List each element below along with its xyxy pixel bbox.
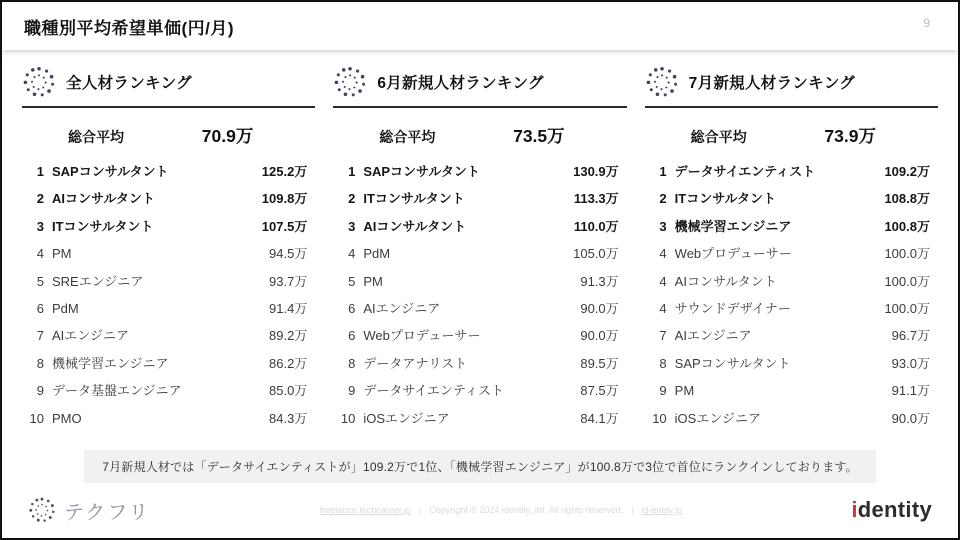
column-title: 全人材ランキング [66, 74, 192, 92]
ranking-row [645, 298, 938, 325]
techfree-brand-name: テクフリ [64, 501, 151, 524]
job-name: AIエンジニア [674, 328, 752, 344]
ranking-row [22, 408, 315, 435]
rate-value: 91.1万 [891, 383, 930, 399]
column-header [22, 64, 315, 108]
rank-number: 2 [36, 191, 44, 207]
rank-number: 2 [659, 191, 667, 207]
rate-value: 100.0万 [884, 246, 930, 262]
job-name: SAPコンサルタント [363, 164, 480, 179]
job-name: AIエンジニア [363, 300, 441, 316]
job-name: データサイエンティスト [674, 164, 816, 179]
ranking-row [333, 161, 626, 188]
ranking-row [22, 188, 315, 215]
rate-value: 130.9万 [573, 164, 619, 179]
ranking-row [333, 216, 626, 243]
average-value: 73.5万 [513, 126, 565, 146]
ranking-row [333, 243, 626, 270]
job-name: ITコンサルタント [363, 191, 465, 207]
ranking-row [333, 271, 626, 298]
ranking-row [22, 353, 315, 380]
rate-value: 125.2万 [261, 164, 308, 179]
ranking-row [22, 298, 315, 325]
rank-number: 5 [36, 273, 44, 289]
job-name: データ基盤エンジニア [52, 383, 182, 399]
rate-value: 105.0万 [573, 246, 619, 262]
rate-value: 89.2万 [269, 328, 308, 344]
rate-value: 100.0万 [884, 300, 930, 316]
identity-logo [851, 497, 932, 523]
rate-value: 93.0万 [891, 355, 930, 371]
average-label: 総合平均 [68, 129, 124, 145]
footer-links [150, 505, 851, 515]
average-value: 70.9万 [201, 126, 254, 146]
ranking-column-june [333, 64, 626, 435]
job-name: SAPコンサルタント [674, 355, 791, 371]
rate-value: 109.8万 [261, 191, 308, 207]
rank-number: 8 [348, 355, 356, 371]
ranking-row [645, 243, 938, 270]
rank-number: 9 [348, 383, 356, 399]
job-name: AIコンサルタント [674, 273, 777, 289]
ranking-row [333, 325, 626, 352]
dotted-circle-logo-icon [22, 65, 56, 99]
average-row [333, 123, 626, 149]
rate-value: 107.5万 [261, 218, 308, 234]
dotted-circle-logo-icon [645, 65, 679, 99]
job-name: PM [674, 383, 695, 399]
job-name: AIエンジニア [52, 328, 129, 344]
average-label: 総合平均 [379, 129, 436, 145]
ranking-row [645, 271, 938, 298]
rate-value: 94.5万 [269, 246, 308, 262]
column-header [333, 64, 626, 108]
summary-note: 7月新規人材では「データサイエンティストが」109.2万で1位、「機械学習エンジニア」が100.8万で3位で首位にランクインしております。 [84, 450, 876, 483]
job-name: iOSエンジニア [363, 410, 450, 426]
identity-link[interactable]: id-entity.jp [641, 505, 682, 515]
page-number: 9 [923, 16, 930, 30]
job-name: SAPコンサルタント [52, 164, 169, 179]
slide-header [2, 2, 958, 50]
job-name: Webプロデューサー [674, 246, 792, 262]
rank-number: 4 [659, 246, 667, 262]
ranking-row [333, 188, 626, 215]
job-name: データサイエンティスト [363, 383, 504, 399]
rank-number: 4 [659, 273, 667, 289]
ranking-row [333, 353, 626, 380]
average-label: 総合平均 [690, 129, 747, 145]
rank-number: 1 [348, 164, 356, 179]
ranking-row [22, 325, 315, 352]
job-name: ITコンサルタント [52, 218, 154, 234]
rank-number: 2 [348, 191, 356, 207]
ranking-row [22, 380, 315, 407]
rank-number: 8 [659, 355, 667, 371]
rate-value: 90.0万 [580, 300, 619, 316]
rank-number: 10 [652, 410, 667, 426]
rate-value: 85.0万 [269, 383, 308, 399]
ranking-row [645, 188, 938, 215]
rank-number: 3 [659, 218, 667, 234]
ranking-list [22, 161, 315, 435]
ranking-list [645, 161, 938, 435]
ranking-row [645, 216, 938, 243]
job-name: 機械学習エンジニア [52, 355, 169, 371]
rate-value: 93.7万 [269, 273, 308, 289]
ranking-row [22, 271, 315, 298]
job-name: サウンドデザイナー [674, 300, 791, 316]
job-name: SREエンジニア [52, 273, 144, 289]
ranking-row [333, 380, 626, 407]
dotted-circle-logo-icon [28, 496, 56, 524]
footer-separator: | [631, 505, 634, 515]
job-name: PMO [52, 410, 82, 426]
dotted-circle-logo-icon [333, 65, 367, 99]
ranking-columns [2, 50, 958, 435]
identity-logo-i: i [851, 497, 858, 522]
job-name: PdM [363, 246, 391, 262]
rate-value: 91.3万 [580, 273, 619, 289]
job-name: PdM [52, 300, 79, 316]
job-name: ITコンサルタント [674, 191, 777, 207]
rate-value: 108.8万 [884, 191, 930, 207]
job-name: 機械学習エンジニア [674, 218, 792, 234]
rank-number: 1 [36, 164, 44, 179]
rate-value: 100.0万 [884, 273, 930, 289]
techcareer-link[interactable]: freelance.techcareer.jp [319, 505, 411, 515]
ranking-row [22, 243, 315, 270]
job-name: Webプロデューサー [363, 328, 481, 344]
rank-number: 5 [348, 273, 356, 289]
rank-number: 9 [36, 383, 44, 399]
rank-number: 6 [348, 328, 356, 344]
job-name: AIコンサルタント [52, 191, 155, 207]
rate-value: 87.5万 [580, 383, 619, 399]
rank-number: 3 [348, 218, 356, 234]
ranking-row [22, 161, 315, 188]
identity-logo-rest: dentity [857, 497, 932, 522]
average-value: 73.9万 [824, 126, 876, 146]
footer-separator: | [418, 505, 422, 515]
rate-value: 110.0万 [573, 218, 619, 234]
job-name: AIコンサルタント [363, 218, 467, 234]
column-title: 6月新規人材ランキング [377, 74, 544, 92]
job-name: PM [52, 246, 72, 262]
ranking-row [333, 408, 626, 435]
copyright-text: Copyright © 2024 identity, ltd. All rights reserved. [429, 505, 624, 515]
rank-number: 9 [659, 383, 667, 399]
ranking-row [333, 298, 626, 325]
rank-number: 4 [659, 300, 667, 316]
column-header [645, 64, 938, 108]
ranking-column-all [22, 64, 315, 435]
job-name: iOSエンジニア [674, 410, 762, 426]
rank-number: 4 [36, 246, 44, 262]
techfree-brand [28, 496, 150, 525]
rank-number: 7 [36, 328, 44, 344]
rate-value: 90.0万 [580, 328, 619, 344]
rank-number: 10 [29, 410, 44, 426]
page-title: 職種別平均希望単価(円/月) [24, 18, 235, 38]
rate-value: 91.4万 [269, 300, 308, 316]
rank-number: 10 [340, 410, 356, 426]
rank-number: 6 [36, 300, 44, 316]
rank-number: 7 [659, 328, 667, 344]
ranking-row [645, 325, 938, 352]
rate-value: 100.8万 [884, 218, 930, 234]
rank-number: 3 [36, 218, 44, 234]
average-row [22, 123, 315, 149]
ranking-row [645, 353, 938, 380]
ranking-list [333, 161, 626, 435]
ranking-row [645, 408, 938, 435]
column-title: 7月新規人材ランキング [688, 74, 856, 92]
rate-value: 84.3万 [269, 410, 308, 426]
rate-value: 84.1万 [580, 410, 619, 426]
slide-footer [2, 490, 958, 530]
rank-number: 6 [348, 300, 356, 316]
ranking-column-july [645, 64, 938, 435]
rate-value: 109.2万 [884, 164, 930, 179]
job-name: データアナリスト [363, 355, 468, 371]
average-row [645, 123, 938, 149]
rank-number: 4 [348, 246, 356, 262]
rate-value: 86.2万 [269, 355, 308, 371]
ranking-row [22, 216, 315, 243]
rate-value: 90.0万 [891, 410, 930, 426]
rate-value: 113.3万 [573, 191, 619, 207]
rank-number: 8 [36, 355, 44, 371]
job-name: PM [363, 273, 383, 289]
rank-number: 1 [659, 164, 667, 179]
ranking-row [645, 380, 938, 407]
ranking-row [645, 161, 938, 188]
rate-value: 96.7万 [891, 328, 930, 344]
rate-value: 89.5万 [580, 355, 619, 371]
